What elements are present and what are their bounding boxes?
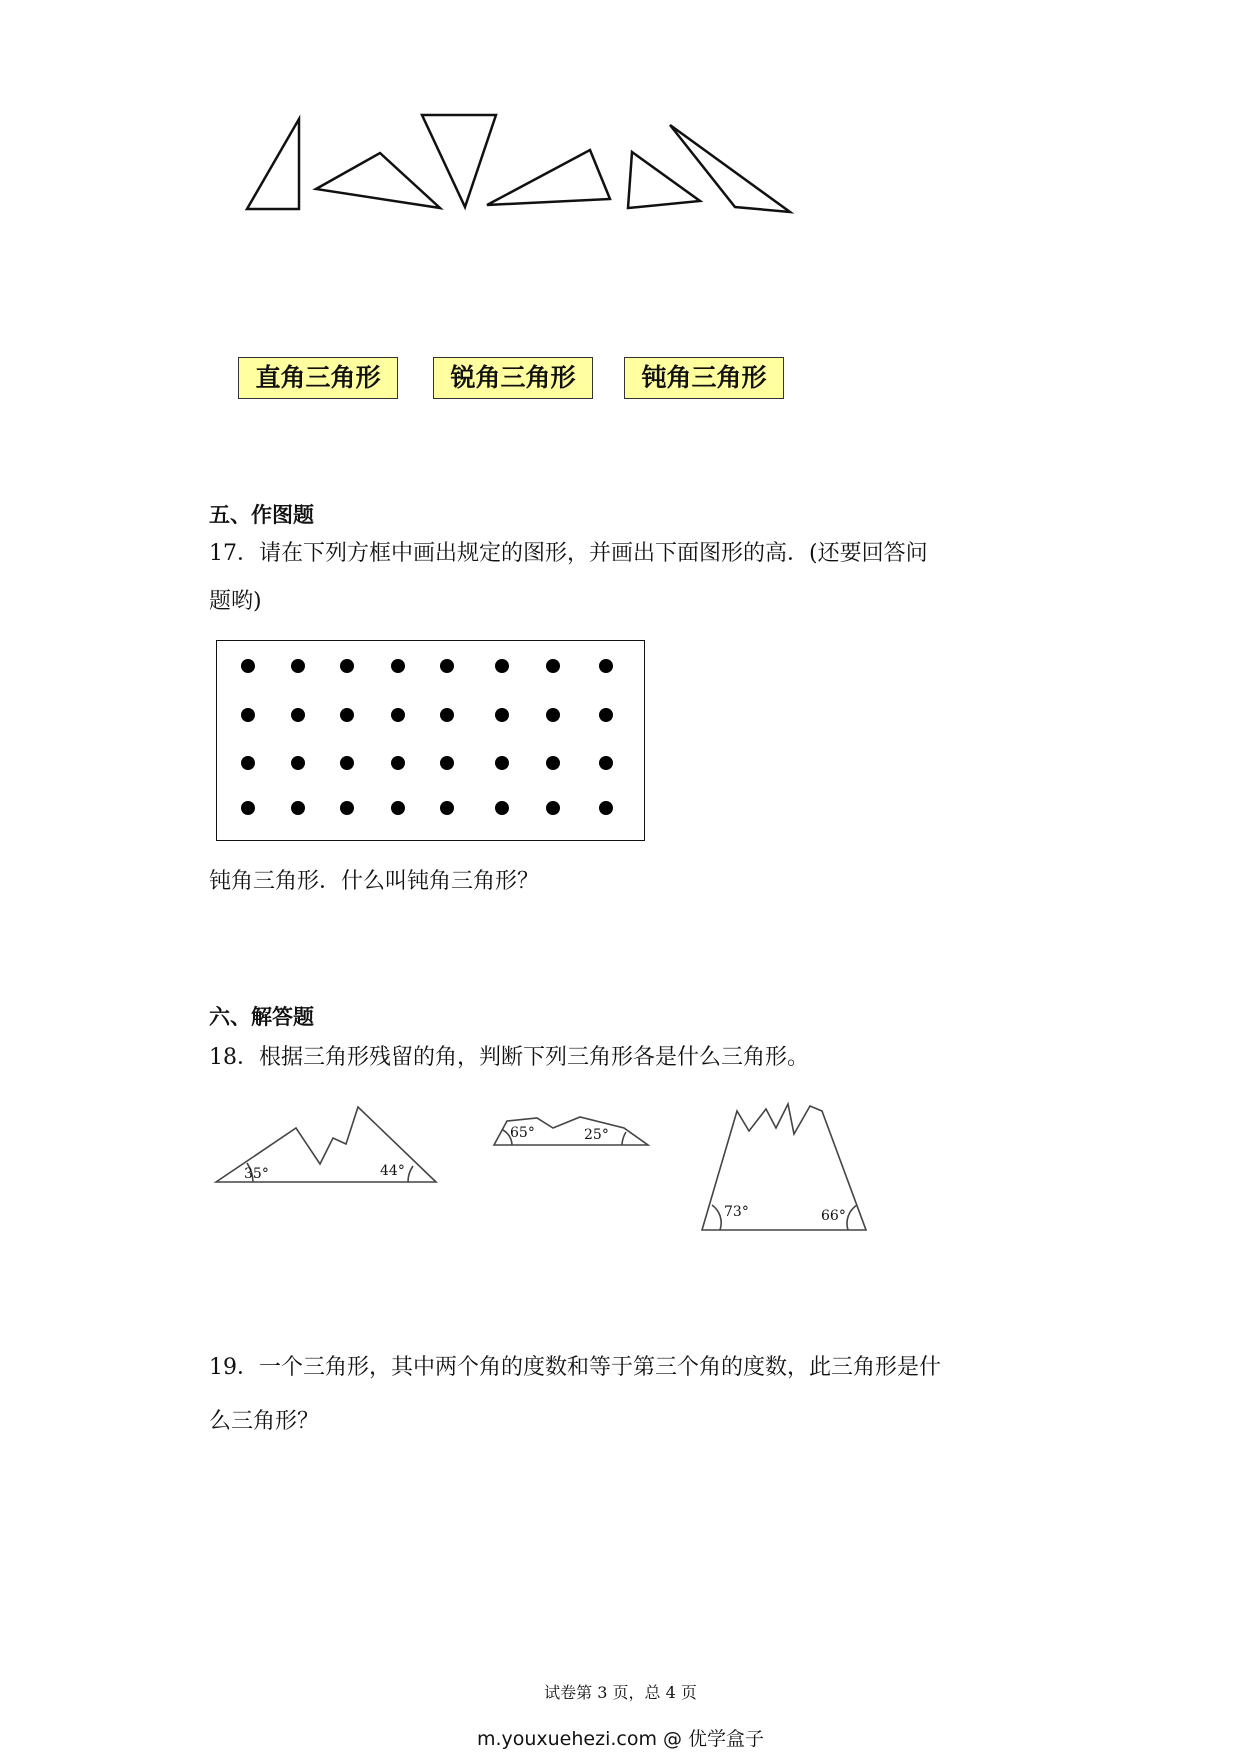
triangle-2 [316, 153, 440, 208]
grid-dot[interactable] [241, 659, 255, 673]
grid-dot[interactable] [241, 708, 255, 722]
label-right-triangle: 直角三角形 [238, 357, 398, 399]
site-footer: m.youxuehezi.com @ 优学盒子 [476, 1728, 765, 1750]
fig3-right-angle: 66° [821, 1208, 846, 1224]
triangles-figure [0, 0, 1241, 230]
grid-dot[interactable] [391, 708, 405, 722]
q18-text: 18．根据三角形残留的角，判断下列三角形各是什么三角形。 [209, 1045, 809, 1070]
section-6-title: 六、解答题 [209, 1005, 314, 1029]
grid-dot[interactable] [495, 708, 509, 722]
grid-dot[interactable] [340, 801, 354, 815]
triangle-4 [487, 150, 610, 205]
grid-dot[interactable] [291, 801, 305, 815]
fig2-right-angle: 25° [584, 1127, 609, 1143]
grid-dot[interactable] [599, 801, 613, 815]
grid-dot[interactable] [391, 756, 405, 770]
grid-dot[interactable] [241, 756, 255, 770]
grid-dot[interactable] [546, 801, 560, 815]
label-acute-triangle: 锐角三角形 [433, 357, 593, 399]
label-obtuse-triangle: 钝角三角形 [624, 357, 784, 399]
triangle-6 [670, 125, 790, 212]
q17-line1: 17．请在下列方框中画出规定的图形，并画出下面图形的高．(还要回答问 [209, 541, 928, 566]
q19-line2: 么三角形？ [209, 1409, 320, 1434]
grid-dot[interactable] [340, 708, 354, 722]
section-5-title: 五、作图题 [209, 503, 314, 527]
triangle-5 [628, 152, 700, 208]
grid-dot[interactable] [340, 756, 354, 770]
grid-dot[interactable] [291, 708, 305, 722]
grid-dot[interactable] [440, 708, 454, 722]
grid-dot[interactable] [340, 659, 354, 673]
grid-dot[interactable] [495, 756, 509, 770]
grid-dot[interactable] [546, 659, 560, 673]
grid-dot[interactable] [440, 659, 454, 673]
grid-dot[interactable] [440, 801, 454, 815]
grid-dot[interactable] [599, 708, 613, 722]
grid-dot[interactable] [291, 756, 305, 770]
q19-line1: 19．一个三角形，其中两个角的度数和等于第三个角的度数，此三角形是什 [209, 1355, 941, 1380]
grid-dot[interactable] [546, 708, 560, 722]
q17-answer: 钝角三角形．什么叫钝角三角形？ [209, 869, 540, 894]
grid-dot[interactable] [546, 756, 560, 770]
grid-dot[interactable] [391, 659, 405, 673]
grid-dot[interactable] [440, 756, 454, 770]
q17-line2: 题哟) [209, 589, 262, 614]
triangle-1 [247, 119, 299, 209]
grid-dot[interactable] [599, 659, 613, 673]
grid-dot[interactable] [241, 801, 255, 815]
grid-dot[interactable] [495, 801, 509, 815]
grid-dot[interactable] [495, 659, 509, 673]
triangle-3 [422, 115, 496, 207]
fig2-left-angle: 65° [510, 1125, 535, 1141]
broken-triangles-figure [0, 1090, 1241, 1240]
page-info: 试卷第 3 页，总 4 页 [544, 1683, 697, 1702]
fig1-right-angle: 44° [380, 1163, 405, 1179]
grid-dot[interactable] [291, 659, 305, 673]
grid-dot[interactable] [599, 756, 613, 770]
grid-dot[interactable] [391, 801, 405, 815]
fig1-left-angle: 35° [244, 1166, 269, 1182]
dot-grid-box[interactable] [216, 640, 645, 841]
fig3-left-angle: 73° [724, 1204, 749, 1220]
